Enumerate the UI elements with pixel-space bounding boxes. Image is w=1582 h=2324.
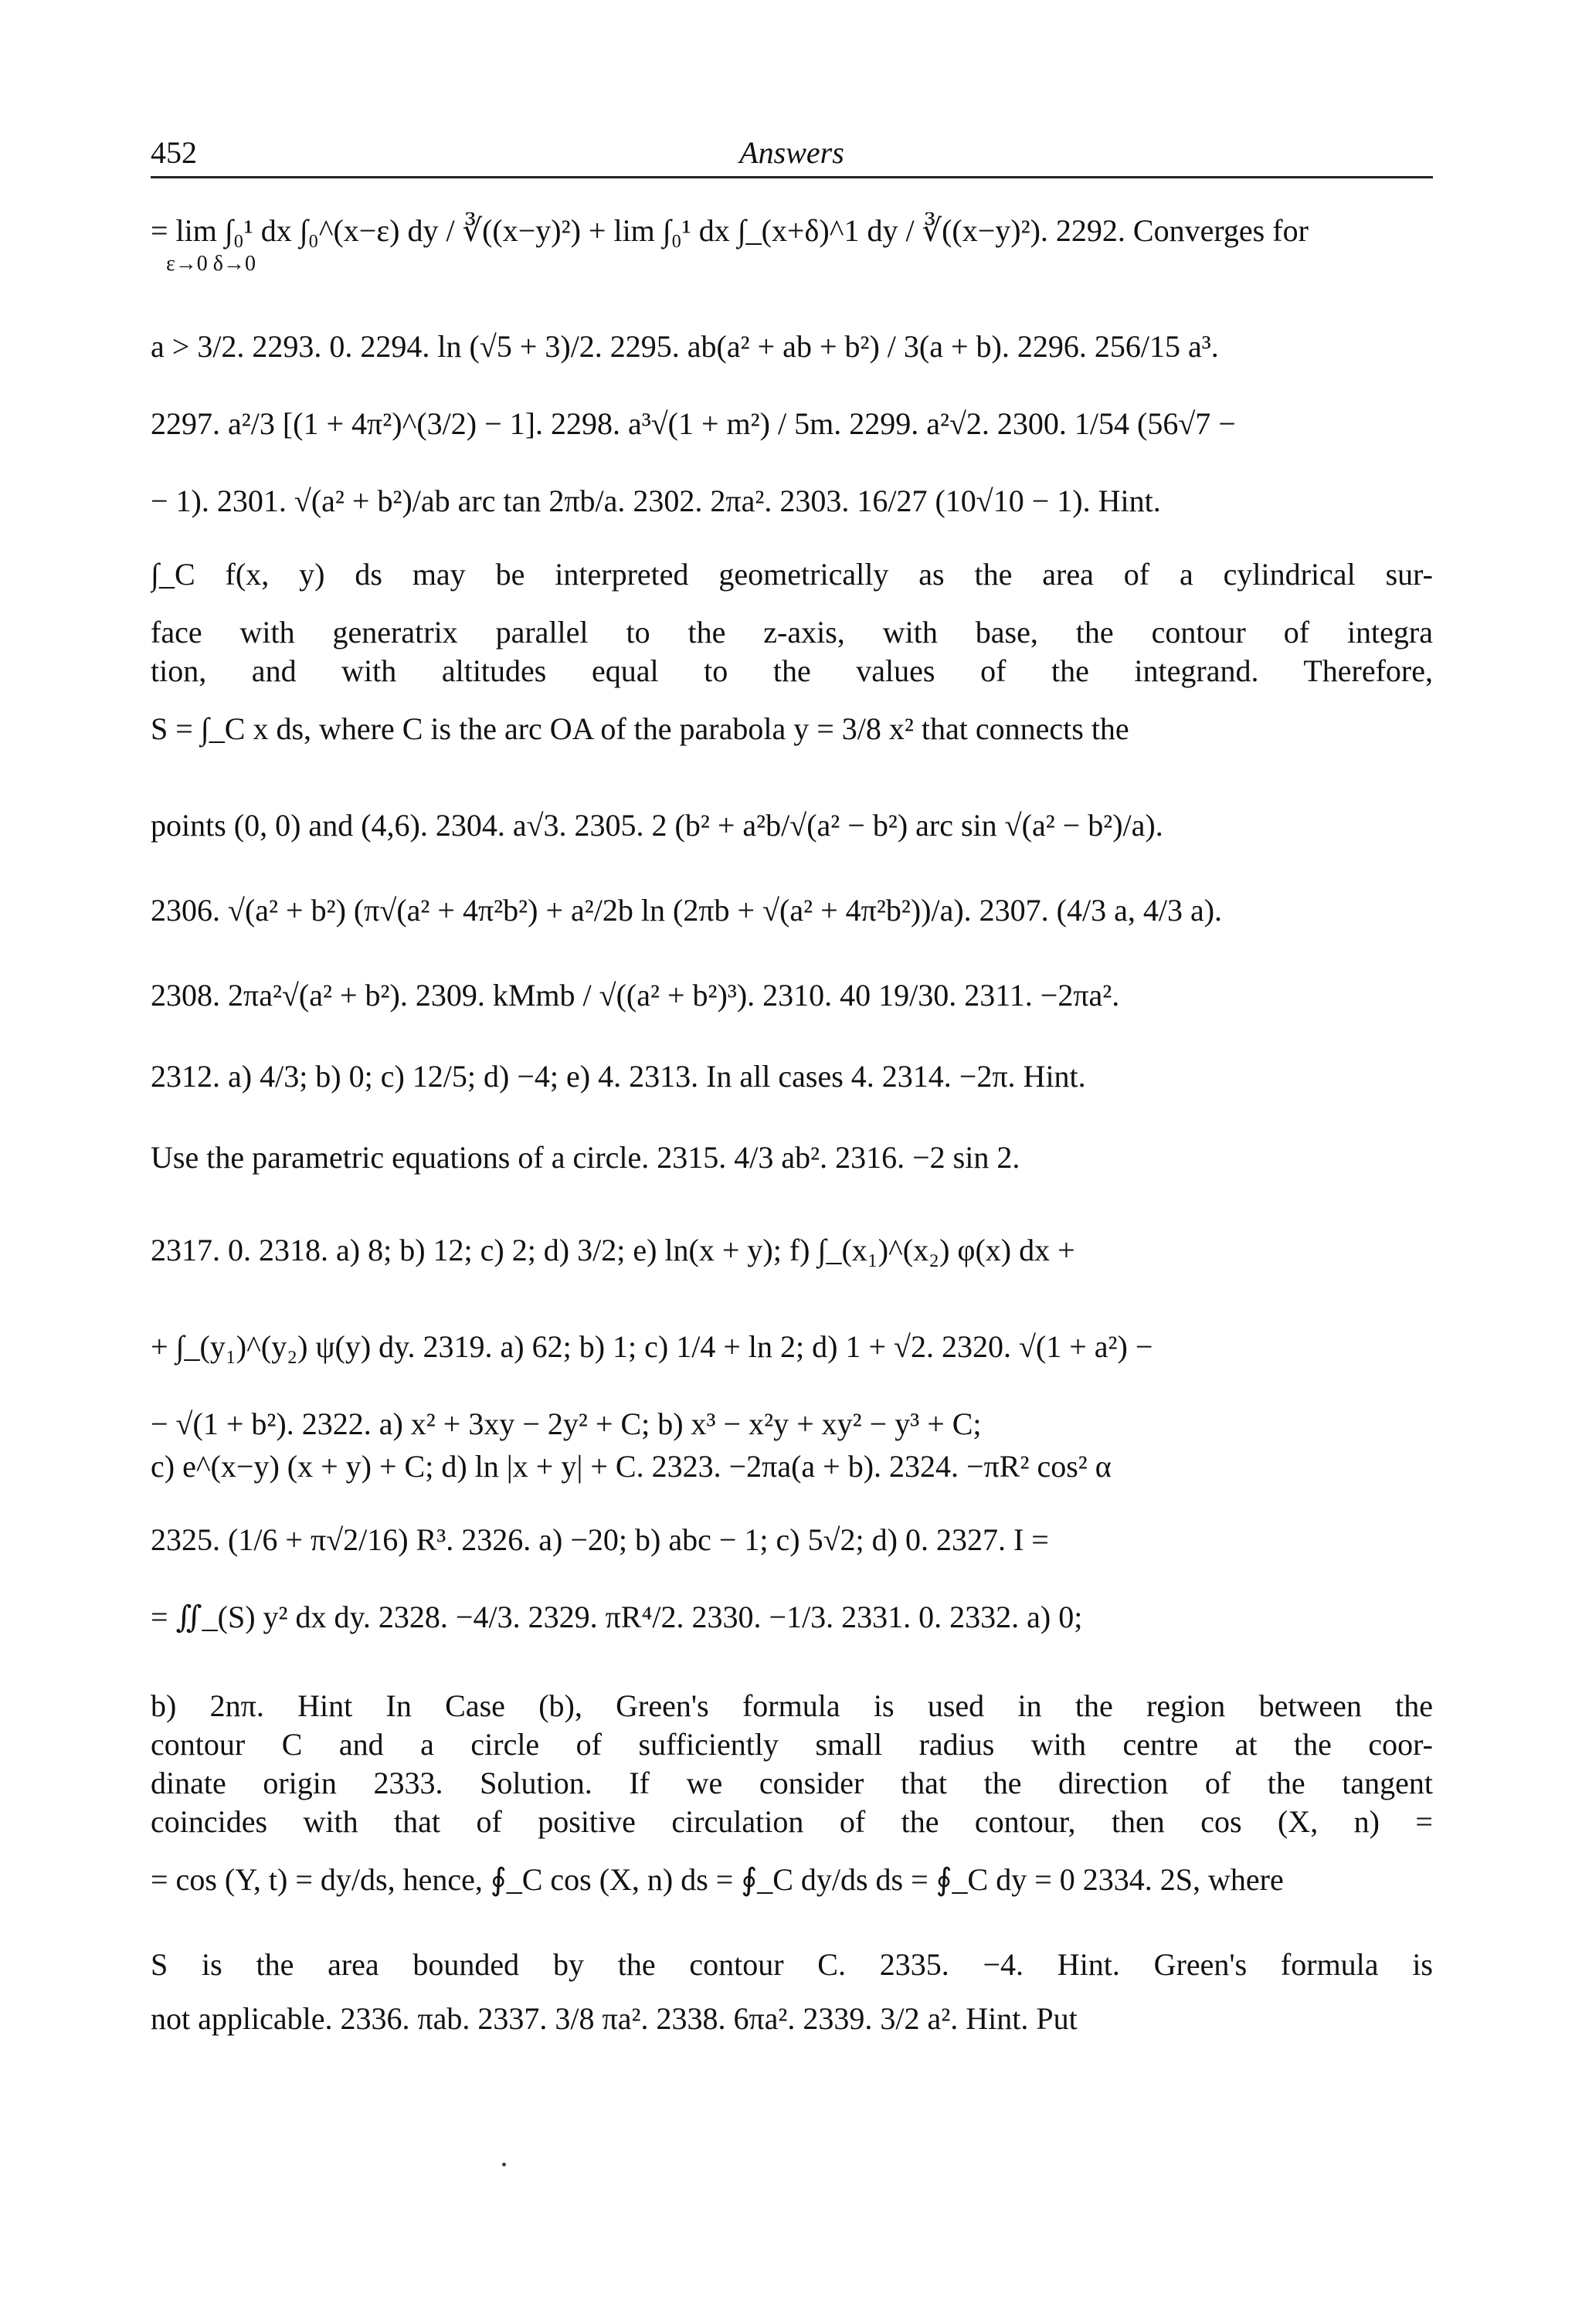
text-line: + ∫_(y₁)^(y₂) ψ(y) dy. 2319. a) 62; b) 1; c) 1/4 + ln 2; d) 1 + √2. 2320. √(1 + a²) − — [151, 1329, 1153, 1364]
answers-text — [151, 197, 1433, 2282]
text-line: = lim ∫₀¹ dx ∫₀^(x−ε) dy / ∛((x−y)²) + lim ∫₀¹ dx ∫_(x+δ)^1 dy / ∛((x−y)²). 2292. Converges for — [151, 213, 1309, 248]
text-line: dinate origin 2333. Solution. If we consider that the direction of the tangent — [151, 1766, 1433, 1800]
text-line: 2308. 2πa²√(a² + b²). 2309. kMmb / √((a² + b²)³). 2310. 40 19/30. 2311. −2πa². — [151, 978, 1120, 1013]
text-line: tion, and with altitudes equal to the values of the integrand. Therefore, — [151, 653, 1433, 688]
text-line: S = ∫_C x ds, where C is the arc OA of the parabola y = 3/8 x² that connects the — [151, 711, 1129, 746]
text-line: coincides with that of positive circulation of the contour, then cos (X, n) = — [151, 1804, 1433, 1839]
stray-dot — [502, 2163, 506, 2166]
text-line: points (0, 0) and (4,6). 2304. a√3. 2305. 2 (b² + a²b/√(a² − b²) arc sin √(a² − b²)/a). — [151, 808, 1163, 843]
page-header — [151, 130, 1433, 176]
text-line: c) e^(x−y) (x + y) + C; d) ln |x + y| + C. 2323. −2πa(a + b). 2324. −πR² cos² α — [151, 1449, 1112, 1484]
text-line: 2325. (1/6 + π√2/16) R³. 2326. a) −20; b) abc − 1; c) 5√2; d) 0. 2327. I = — [151, 1522, 1049, 1557]
text-line: S is the area bounded by the contour C. 2335. −4. Hint. Green's formula is — [151, 1947, 1433, 1982]
text-line: face with generatrix parallel to the z-axis, with base, the contour of integra — [151, 615, 1433, 650]
text-line: Use the parametric equations of a circle. 2315. 4/3 ab². 2316. −2 sin 2. — [151, 1140, 1020, 1175]
running-title: Answers — [739, 135, 844, 170]
text-line: = cos (Y, t) = dy/ds, hence, ∮_C cos (X, n) ds = ∮_C dy/ds ds = ∮_C dy = 0 2334. 2S, where — [151, 1862, 1284, 1897]
text-line: not applicable. 2336. πab. 2337. 3/8 πa². 2338. 6πa². 2339. 3/2 a². Hint. Put — [151, 2001, 1078, 2036]
text-line: a > 3/2. 2293. 0. 2294. ln (√5 + 3)/2. 2295. ab(a² + ab + b²) / 3(a + b). 2296. 256/15 a³. — [151, 329, 1219, 364]
text-line: 2312. a) 4/3; b) 0; c) 12/5; d) −4; e) 4. 2313. In all cases 4. 2314. −2π. Hint. — [151, 1059, 1086, 1094]
header-rule — [151, 176, 1433, 178]
text-line: 2297. a²/3 [(1 + 4π²)^(3/2) − 1]. 2298. a³√(1 + m²) / 5m. 2299. a²√2. 2300. 1/54 (56√7 − — [151, 406, 1236, 441]
text-line: − 1). 2301. √(a² + b²)/ab arc tan 2πb/a. 2302. 2πa². 2303. 16/27 (10√10 − 1). Hint. — [151, 483, 1161, 518]
text-line: b) 2nπ. Hint In Case (b), Green's formula is used in the region between the — [151, 1688, 1433, 1723]
page-number: 452 — [151, 135, 197, 170]
text-line: ∫_C f(x, y) ds may be interpreted geometrically as the area of a cylindrical sur- — [151, 557, 1433, 592]
text-line: − √(1 + b²). 2322. a) x² + 3xy − 2y² + C; b) x³ − x²y + xy² − y³ + C; — [151, 1406, 982, 1441]
text-line: 2317. 0. 2318. a) 8; b) 12; c) 2; d) 3/2; e) ln(x + y); f) ∫_(x₁)^(x₂) φ(x) dx + — [151, 1233, 1075, 1267]
text-line: = ∬_(S) y² dx dy. 2328. −4/3. 2329. πR⁴/2. 2330. −1/3. 2331. 0. 2332. a) 0; — [151, 1600, 1083, 1634]
text-line: ε→0 δ→0 — [166, 252, 256, 276]
text-line: contour C and a circle of sufficiently small radius with centre at the coor- — [151, 1727, 1433, 1762]
text-line: 2306. √(a² + b²) (π√(a² + 4π²b²) + a²/2b ln (2πb + √(a² + 4π²b²))/a). 2307. (4/3 a, 4/3 a). — [151, 893, 1223, 928]
